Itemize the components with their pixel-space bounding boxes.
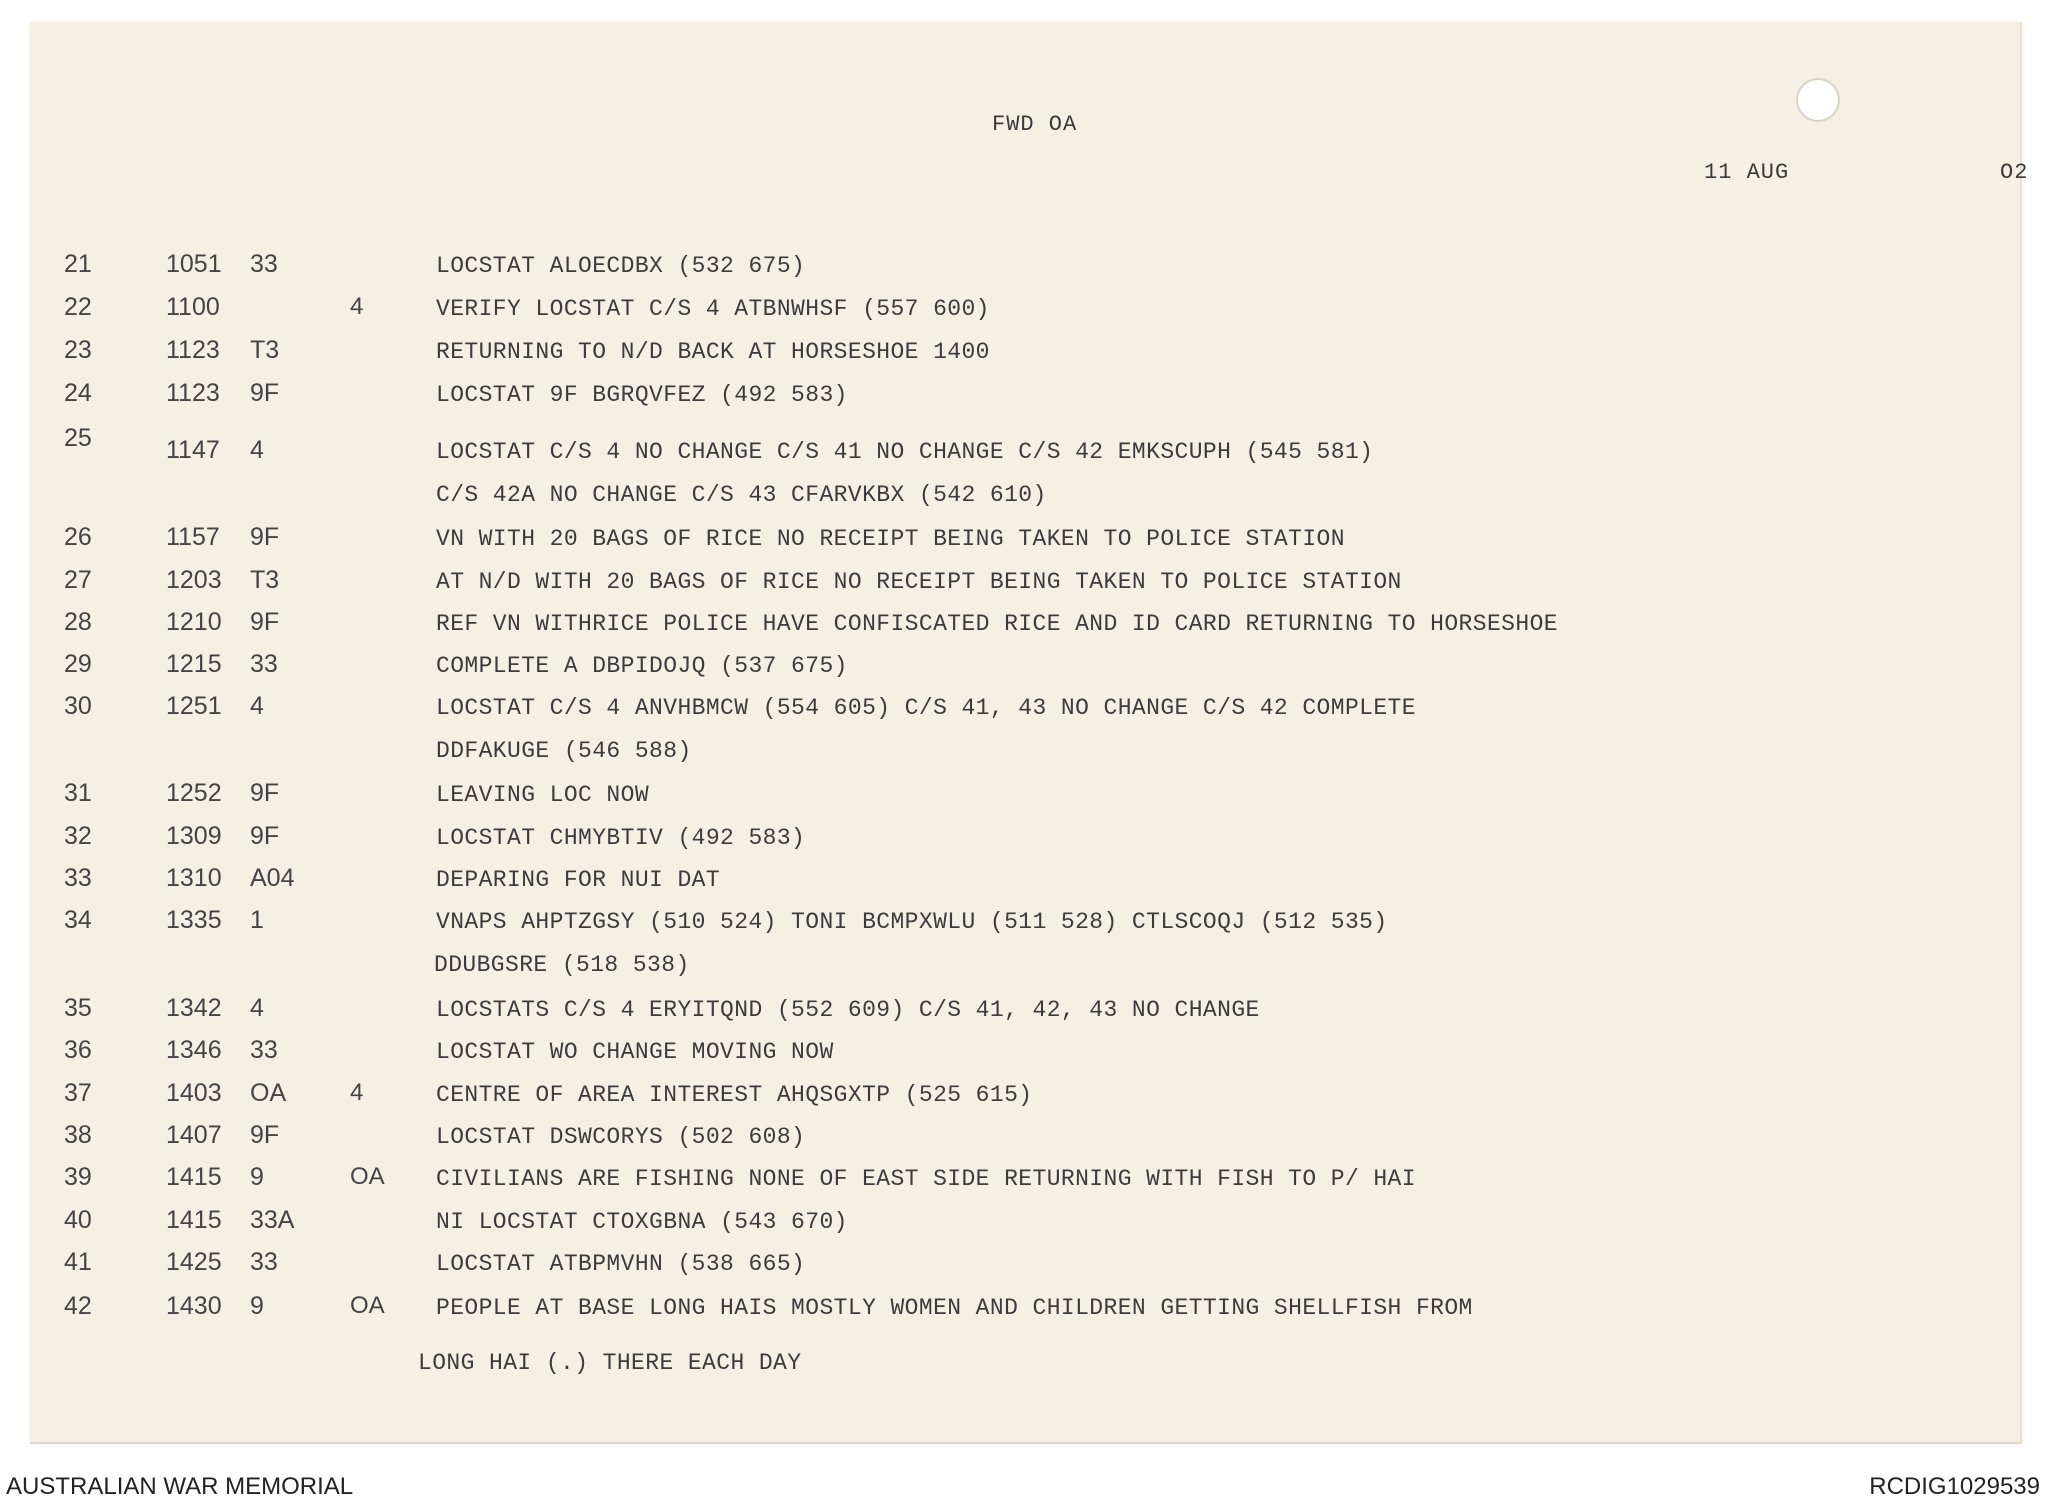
log-row xyxy=(0,906,2048,946)
entry-from: 4 xyxy=(250,994,264,1022)
entry-time: 1147 xyxy=(166,436,220,464)
entry-from: 4 xyxy=(250,692,264,720)
entry-from: 9F xyxy=(250,822,280,850)
entry-from: 9F xyxy=(250,379,280,407)
punch-hole xyxy=(1796,78,1840,122)
serial-number: 28 xyxy=(64,608,92,636)
event-text: LOCSTAT CHMYBTIV (492 583) xyxy=(436,825,806,851)
entry-time: 1335 xyxy=(166,906,222,934)
log-row xyxy=(0,1079,2048,1119)
serial-number: 22 xyxy=(64,293,92,321)
event-text: LOCSTAT WO CHANGE MOVING NOW xyxy=(436,1039,834,1065)
event-text: LEAVING LOC NOW xyxy=(436,782,650,808)
footer-institution: AUSTRALIAN WAR MEMORIAL xyxy=(6,1473,354,1500)
serial-number: 23 xyxy=(64,336,92,364)
serial-number: 41 xyxy=(64,1248,92,1276)
page-title: FWD OA xyxy=(992,112,1078,137)
event-text: LOCSTAT ATBPMVHN (538 665) xyxy=(436,1251,806,1277)
entry-time: 1310 xyxy=(166,864,222,892)
event-text: LOCSTAT C/S 4 ANVHBMCW (554 605) C/S 41, 43 NO CHANGE C/S 42 COMPLETE xyxy=(436,695,1416,721)
page-corner-mark: O2 xyxy=(2000,160,2029,185)
serial-number: 35 xyxy=(64,994,92,1022)
entry-time: 1425 xyxy=(166,1248,222,1276)
entry-from: 33 xyxy=(250,1036,278,1064)
serial-number: 29 xyxy=(64,650,92,678)
log-row xyxy=(0,336,2048,376)
log-row xyxy=(0,822,2048,862)
serial-number: 37 xyxy=(64,1079,92,1107)
serial-number: 38 xyxy=(64,1121,92,1149)
entry-from: 33 xyxy=(250,250,278,278)
entry-from: 33 xyxy=(250,650,278,678)
entry-from: 9F xyxy=(250,608,280,636)
serial-number: 34 xyxy=(64,906,92,934)
serial-number: 39 xyxy=(64,1163,92,1191)
log-row xyxy=(0,424,2048,476)
event-text: VN WITH 20 BAGS OF RICE NO RECEIPT BEING TAKEN TO POLICE STATION xyxy=(436,526,1345,552)
log-row xyxy=(0,566,2048,606)
log-row xyxy=(0,1292,2048,1332)
serial-number: 24 xyxy=(64,379,92,407)
entry-from: 9F xyxy=(250,523,280,551)
serial-number: 30 xyxy=(64,692,92,720)
entry-time: 1407 xyxy=(166,1121,222,1149)
entry-from: 33A xyxy=(250,1206,295,1234)
log-date: 11 AUG xyxy=(1704,160,1790,185)
event-text: LOCSTAT DSWCORYS (502 608) xyxy=(436,1124,806,1150)
event-text: VNAPS AHPTZGSY (510 524) TONI BCMPXWLU (511 528) CTLSCOQJ (512 535) xyxy=(436,909,1388,935)
entry-time: 1210 xyxy=(166,608,222,636)
serial-number: 40 xyxy=(64,1206,92,1234)
serial-number: 25 xyxy=(64,424,92,452)
event-text: COMPLETE A DBPIDOJQ (537 675) xyxy=(436,653,848,679)
entry-time: 1123 xyxy=(166,336,220,364)
entry-time: 1215 xyxy=(166,650,222,678)
entry-from: 9 xyxy=(250,1163,264,1191)
log-row xyxy=(0,379,2048,419)
event-text: LOCSTATS C/S 4 ERYITQND (552 609) C/S 41, 42, 43 NO CHANGE xyxy=(436,997,1260,1023)
log-row xyxy=(0,650,2048,690)
entry-from: 9 xyxy=(250,1292,264,1320)
entry-from: 1 xyxy=(250,906,264,934)
event-text: VERIFY LOCSTAT C/S 4 ATBNWHSF (557 600) xyxy=(436,296,990,322)
entry-time: 1203 xyxy=(166,566,222,594)
entry-time: 1252 xyxy=(166,779,222,807)
event-text: LOCSTAT ALOECDBX (532 675) xyxy=(436,253,806,279)
entry-from: 9F xyxy=(250,779,280,807)
log-row xyxy=(0,1163,2048,1203)
log-row xyxy=(0,293,2048,333)
log-row xyxy=(0,523,2048,563)
event-text-continued: DDUBGSRE (518 538) xyxy=(434,952,690,978)
event-text: PEOPLE AT BASE LONG HAIS MOSTLY WOMEN AND CHILDREN GETTING SHELLFISH FROM xyxy=(436,1295,1473,1321)
serial-number: 32 xyxy=(64,822,92,850)
entry-to: 4 xyxy=(350,1079,364,1106)
event-text: DEPARING FOR NUI DAT xyxy=(436,867,721,893)
event-text: LOCSTAT C/S 4 NO CHANGE C/S 41 NO CHANGE C/S 42 EMKSCUPH (545 581) xyxy=(436,439,1374,465)
entry-from: T3 xyxy=(250,336,280,364)
serial-number: 36 xyxy=(64,1036,92,1064)
entry-time: 1051 xyxy=(166,250,222,278)
entry-from: 9F xyxy=(250,1121,280,1149)
entry-from: OA xyxy=(250,1079,287,1107)
entry-time: 1100 xyxy=(166,293,220,321)
log-row xyxy=(0,250,2048,290)
entry-time: 1251 xyxy=(166,692,222,720)
entry-to: OA xyxy=(350,1163,385,1190)
entry-time: 1403 xyxy=(166,1079,222,1107)
entry-time: 1342 xyxy=(166,994,222,1022)
event-text: AT N/D WITH 20 BAGS OF RICE NO RECEIPT BEING TAKEN TO POLICE STATION xyxy=(436,569,1402,595)
entry-from: T3 xyxy=(250,566,280,594)
entry-to: OA xyxy=(350,1292,385,1319)
event-text-continued: C/S 42A NO CHANGE C/S 43 CFARVKBX (542 610) xyxy=(436,482,1047,508)
event-text: CIVILIANS ARE FISHING NONE OF EAST SIDE RETURNING WITH FISH TO P/ HAI xyxy=(436,1166,1416,1192)
event-text-continued: LONG HAI (.) THERE EACH DAY xyxy=(418,1350,802,1376)
serial-number: 26 xyxy=(64,523,92,551)
entry-to: 4 xyxy=(350,293,364,320)
serial-number: 33 xyxy=(64,864,92,892)
entry-time: 1430 xyxy=(166,1292,222,1320)
entry-time: 1415 xyxy=(166,1206,222,1234)
log-row xyxy=(0,1206,2048,1246)
serial-number: 27 xyxy=(64,566,92,594)
log-row xyxy=(0,1121,2048,1161)
entry-time: 1309 xyxy=(166,822,222,850)
event-text: CENTRE OF AREA INTEREST AHQSGXTP (525 615) xyxy=(436,1082,1033,1108)
footer-reference-id: RCDIG1029539 xyxy=(1869,1473,2040,1500)
entry-from: 4 xyxy=(250,436,264,464)
entry-time: 1415 xyxy=(166,1163,222,1191)
log-row xyxy=(0,692,2048,732)
log-row xyxy=(0,779,2048,819)
log-row xyxy=(0,864,2048,904)
event-text: RETURNING TO N/D BACK AT HORSESHOE 1400 xyxy=(436,339,990,365)
serial-number: 31 xyxy=(64,779,92,807)
event-text: REF VN WITHRICE POLICE HAVE CONFISCATED RICE AND ID CARD RETURNING TO HORSESHOE xyxy=(436,611,1558,637)
log-row xyxy=(0,1036,2048,1076)
entry-time: 1157 xyxy=(166,523,220,551)
entry-time: 1123 xyxy=(166,379,220,407)
log-row xyxy=(0,994,2048,1034)
log-row xyxy=(0,608,2048,648)
event-text: NI LOCSTAT CTOXGBNA (543 670) xyxy=(436,1209,848,1235)
entry-time: 1346 xyxy=(166,1036,222,1064)
entry-from: A04 xyxy=(250,864,295,892)
entry-from: 33 xyxy=(250,1248,278,1276)
event-text: LOCSTAT 9F BGRQVFEZ (492 583) xyxy=(436,382,848,408)
serial-number: 42 xyxy=(64,1292,92,1320)
event-text-continued: DDFAKUGE (546 588) xyxy=(436,738,692,764)
serial-number: 21 xyxy=(64,250,92,278)
log-row xyxy=(0,1248,2048,1288)
